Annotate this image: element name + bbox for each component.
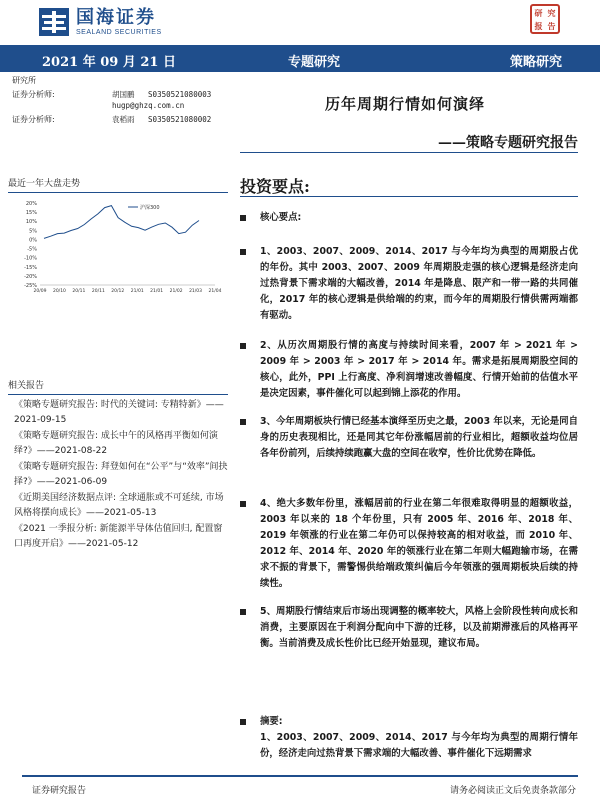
invest-point: 4、绝大多数年份里，涨幅居前的行业在第二年很难取得明显的超额收益，2003 年以来的 18 个年份里，只有 2005 年、2016 年、2018 年、2019 年领涨的行业在第二年仍可以保持较高的相对收益，而 2010 年、2012 年、2014 年、2020 年的领涨行业在第二年则大幅跑输市场，在需求不振的背景下，需警惕供给端政策纠偏后今年领涨的强周期板块后续的持续性。 xyxy=(240,496,578,592)
x-tick-label: 20/09 xyxy=(33,289,47,294)
invest-point: 5、周期股行情结束后市场出现调整的概率较大，风格上会阶段性转向成长和消费，主要原因在于利润分配向中下游的迁移，以及前期滞涨后的风格再平衡。当前消费及成长性价比已经开始显现，建议布局。 xyxy=(240,604,578,652)
report-type: 策略研究 xyxy=(509,55,562,70)
y-tick-label: -15% xyxy=(24,264,37,271)
bullet-square-icon xyxy=(240,719,246,725)
divider xyxy=(240,152,578,153)
bullet-square-icon xyxy=(240,419,246,425)
bullet-square-icon xyxy=(240,249,246,255)
x-tick-label: 20/11 xyxy=(72,289,86,294)
footer-right-text: 请务必阅读正文后免责条款部分 xyxy=(449,786,576,796)
analyst-name-id: 胡国鹏 S0350521080003 xyxy=(112,90,212,99)
series-line xyxy=(44,206,199,239)
y-tick-label: 20% xyxy=(25,201,37,207)
related-report-item[interactable]: 《2021 一季报分析: 新能源半导体估值回归, 配置窗口再度开启》——2021-05-12 xyxy=(14,524,223,549)
x-tick-label: 21/04 xyxy=(208,289,222,294)
market-heading: 最近一年大盘走势 xyxy=(8,176,228,193)
report-subtitle: ——策略专题研究报告 xyxy=(438,135,578,151)
footer-left-text: 证券研究报告 xyxy=(32,786,87,796)
invest-point: 1、2003、2007、2009、2014、2017 与今年均为典型的周期股占优的年份。其中 2003、2007、2009 年周期股走强的核心逻辑是经济走向过热背景下需求端的大幅改善，2014 年是降息、限产和一带一路的共同催化，2017 年的核心逻辑是供给端的约束，而今年的周期股行情供需两端都有驱动。 xyxy=(240,244,578,324)
analyst-email: hugp@ghzq.com.cn xyxy=(112,101,185,110)
x-tick-label: 20/12 xyxy=(111,289,125,294)
divider xyxy=(240,196,578,197)
invest-point: 2、从历次周期股行情的高度与持续时间来看，2007 年 > 2021 年 > 2009 年 > 2003 年 > 2017 年 > 2014 年。需求是拓展周期股空间的核心，此外，PPI 上行高度、净利润增速改善幅度、行情开始前的估值水平是决定因素，事件催化可以起到锦上添花的作用。 xyxy=(240,338,578,402)
report-date: 2021 年 09 月 21 日 xyxy=(42,55,176,70)
logo-en-text: SEALAND SECURITIES xyxy=(76,28,162,36)
legend-label: 沪深300 xyxy=(140,205,160,211)
institute-label: 研究所 xyxy=(12,76,36,85)
footer-divider xyxy=(22,775,578,777)
bullet-square-icon xyxy=(240,343,246,349)
analyst-role: 证券分析师: xyxy=(12,115,55,124)
related-report-item[interactable]: 《近期美国经济数据点评: 全球通胀或不可延续, 市场风格将摆向成长》——2021-05-13 xyxy=(14,493,224,518)
x-tick-label: 21/01 xyxy=(150,289,164,294)
core-points-label: 核心要点: xyxy=(240,210,578,226)
y-tick-label: 15% xyxy=(25,210,37,217)
invest-heading: 投资要点: xyxy=(240,177,310,196)
report-title: 历年周期行情如何演绎 xyxy=(325,95,486,113)
y-tick-label: 0% xyxy=(29,237,37,244)
related-report-item[interactable]: 《策略专题研究报告: 成长中午的风格再平衡如何演绎?》——2021-08-22 xyxy=(14,431,218,456)
y-tick-label: 5% xyxy=(29,228,37,235)
x-tick-label: 20/11 xyxy=(91,289,105,294)
summary: 摘要: 1、2003、2007、2009、2014、2017 与今年均为典型的周期行情年份，经济走向过热背景下需求端的大幅改善、事件催化下远期需求 xyxy=(240,714,578,762)
related-reports-list xyxy=(14,398,229,553)
y-tick-label: -5% xyxy=(27,246,37,253)
logo-cn-text: 国海证券 xyxy=(76,6,156,28)
header-banner xyxy=(0,45,600,72)
x-tick-label: 20/10 xyxy=(52,289,66,294)
related-report-item[interactable]: 《策略专题研究报告: 时代的关键词: 专精特新》——2021-09-15 xyxy=(14,400,224,425)
analyst-name-id: 袁稻雨 S0350521080002 xyxy=(112,115,212,124)
x-tick-label: 21/02 xyxy=(169,289,183,294)
y-tick-label: -20% xyxy=(24,273,37,280)
y-tick-label: 10% xyxy=(25,219,37,226)
y-tick-label: -10% xyxy=(24,255,37,262)
market-chart xyxy=(10,197,230,297)
x-tick-label: 21/01 xyxy=(130,289,144,294)
bullet-square-icon xyxy=(240,215,246,221)
x-tick-label: 21/03 xyxy=(189,289,203,294)
research-stamp: 研 究 报 告 xyxy=(530,4,560,34)
report-category: 专题研究 xyxy=(288,55,341,70)
invest-point: 3、今年周期板块行情已经基本演绎至历史之最，2003 年以来，无论是同自身的历史表现相比，还是同其它年份涨幅居前的行业相比，超额收益均位居各年份前列，后续持续跑赢大盘的空间在收窄，性价比优势在降低。 xyxy=(240,414,578,462)
related-report-item[interactable]: 《策略专题研究报告: 拜登如何在“公平”与“效率”间抉择?》——2021-06-09 xyxy=(14,462,228,487)
bullet-square-icon xyxy=(240,609,246,615)
logo-mark-icon xyxy=(38,7,70,37)
bullet-square-icon xyxy=(240,501,246,507)
y-tick-label: -25% xyxy=(24,283,37,289)
company-logo xyxy=(38,6,162,38)
related-heading: 相关报告 xyxy=(8,378,228,395)
analyst-role: 证券分析师: xyxy=(12,90,55,99)
